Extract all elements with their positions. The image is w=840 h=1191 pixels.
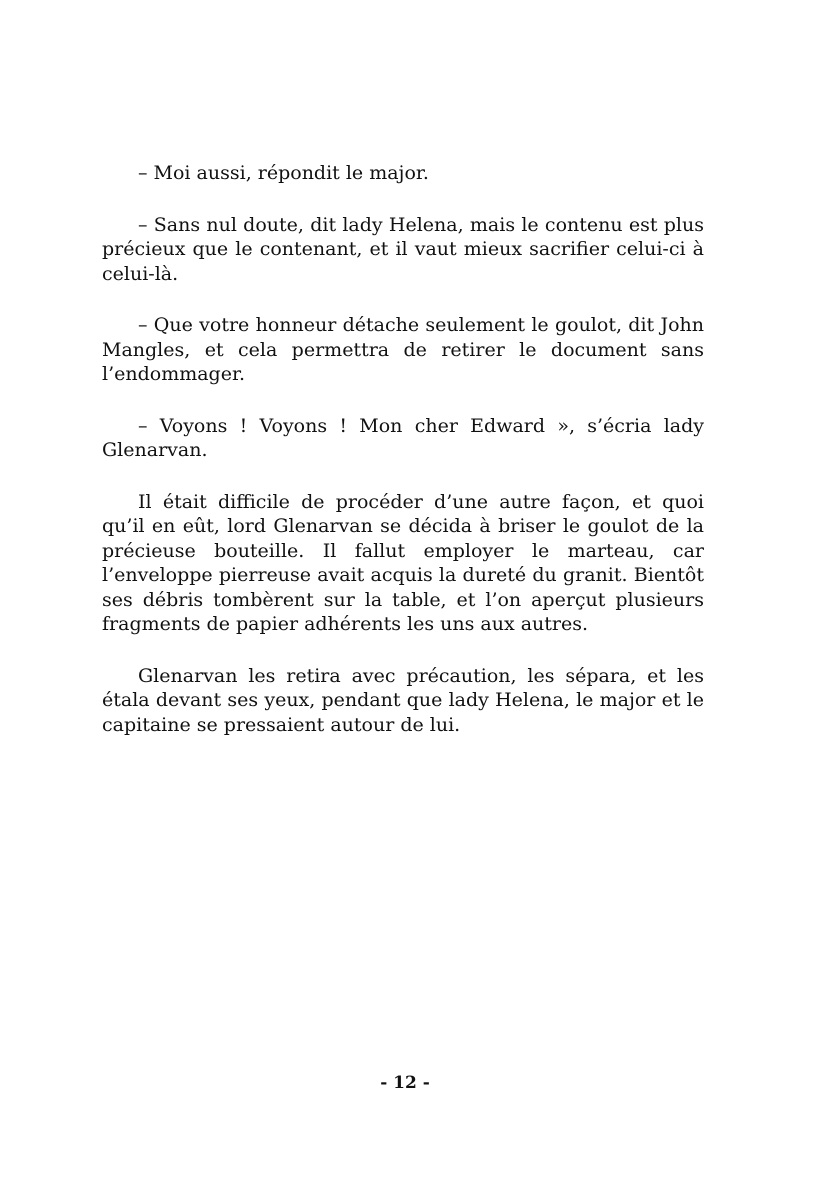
page-number: - 12 - — [380, 1073, 430, 1093]
paragraph-4: – Voyons ! Voyons ! Mon cher Edward », s’écria lady Glenarvan. — [102, 414, 704, 461]
paragraph-6: Glenarvan les retira avec précaution, les sépara, et les étala devant ses yeux, pendant que lady Helena, le major et le capitaine se pressaient autour de lui. — [102, 664, 704, 736]
paragraph-5: Il était difficile de procéder d’une autre façon, et quoi qu’il en eût, lord Glenarvan se décida à briser le goulot de la précieuse bouteille. Il fallut employer le marteau, car l’enveloppe pierreuse avait acquis la dureté du granit. Bientôt ses débris tombèrent sur la table, et l’on aperçut plusieurs fragments de papier adhérents les uns aux autres. — [102, 490, 704, 635]
paragraph-1: – Moi aussi, répondit le major. — [138, 162, 429, 184]
paragraph-3: – Que votre honneur détache seulement le goulot, dit John Mangles, et cela permettra de retirer le document sans l’endommager. — [102, 314, 704, 385]
paragraph-2: – Sans nul doute, dit lady Helena, mais le contenu est plus précieux que le contenant, et il vaut mieux sacrifier celui-ci à celui-là. — [102, 213, 704, 285]
text-body — [102, 161, 704, 764]
